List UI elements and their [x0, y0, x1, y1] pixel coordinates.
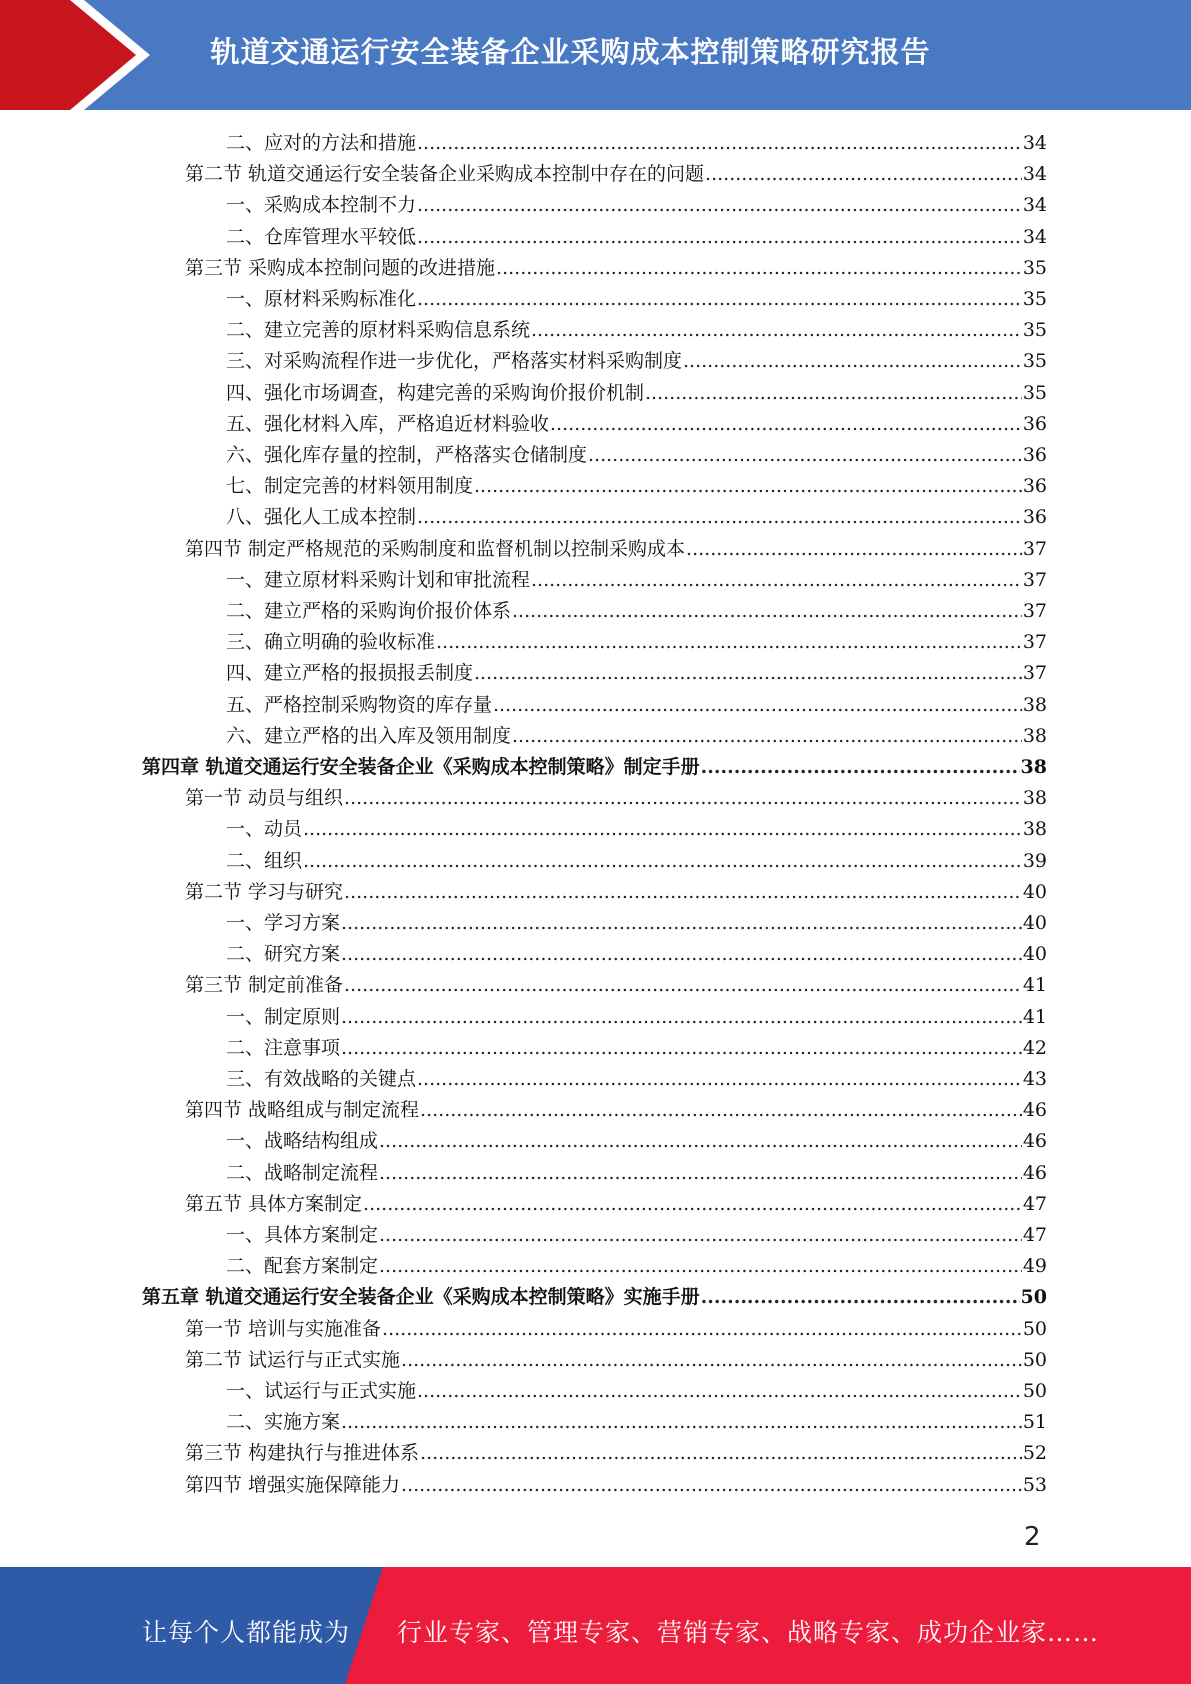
toc-leader-dots	[531, 565, 1022, 596]
toc-entry-title: 一、制定原则	[226, 1005, 341, 1028]
toc-leader-dots	[417, 1064, 1022, 1095]
toc-entry-title: 二、研究方案	[226, 943, 341, 966]
toc-leader-dots	[379, 1126, 1022, 1157]
toc-entry-page: 36	[1022, 475, 1047, 498]
footer-banner	[0, 1567, 1191, 1684]
toc-entry-title: 第四节 战略组成与制定流程	[185, 1099, 420, 1122]
toc-entry[interactable]	[226, 846, 1047, 877]
toc-entry-title: 四、建立严格的报损报丢制度	[226, 662, 474, 685]
toc-entry-page: 38	[1022, 693, 1047, 716]
toc-entry-title: 第三节 制定前准备	[185, 974, 344, 997]
toc-entry-page: 46	[1022, 1161, 1047, 1184]
toc-entry[interactable]	[226, 596, 1047, 627]
toc-leader-dots	[303, 846, 1022, 877]
toc-entry-title: 二、仓库管理水平较低	[226, 225, 417, 248]
toc-entry[interactable]	[185, 1470, 1047, 1501]
toc-leader-dots	[341, 939, 1022, 970]
toc-entry[interactable]	[226, 409, 1047, 440]
toc-entry[interactable]	[185, 970, 1047, 1001]
toc-leader-dots	[683, 346, 1022, 377]
toc-entry[interactable]	[226, 440, 1047, 471]
toc-entry-title: 一、采购成本控制不力	[226, 194, 417, 217]
toc-entry-page: 37	[1022, 568, 1047, 591]
toc-leader-dots	[379, 1158, 1022, 1189]
toc-entry-title: 二、建立严格的采购询价报价体系	[226, 600, 512, 622]
toc-entry-title: 第五节 具体方案制定	[185, 1192, 363, 1215]
toc-leader-dots	[417, 502, 1022, 533]
toc-leader-dots	[417, 284, 1022, 315]
toc-leader-dots	[401, 1345, 1022, 1376]
toc-leader-dots	[496, 253, 1022, 284]
toc-entry-title: 第五章 轨道交通运行安全装备企业《采购成本控制策略》实施手册	[142, 1286, 700, 1309]
toc-entry-page: 41	[1022, 1005, 1047, 1028]
toc-entry-title: 一、学习方案	[226, 912, 341, 934]
toc-leader-dots	[420, 1438, 1022, 1469]
toc-entry-page: 34	[1022, 225, 1047, 248]
toc-entry-page: 47	[1022, 1192, 1047, 1215]
toc-leader-dots	[550, 409, 1022, 440]
toc-entry-title: 三、确立明确的验收标准	[226, 631, 436, 654]
toc-entry[interactable]	[226, 1251, 1047, 1282]
toc-entry-title: 四、强化市场调查，构建完善的采购询价报价机制	[226, 381, 645, 404]
toc-leader-dots	[686, 534, 1022, 565]
toc-entry[interactable]	[185, 1314, 1047, 1345]
toc-entry-page: 46	[1022, 1130, 1047, 1153]
toc-entry-page: 35	[1022, 288, 1047, 310]
toc-leader-dots	[512, 721, 1022, 752]
toc-entry-title: 二、配套方案制定	[226, 1255, 379, 1278]
toc-entry[interactable]	[142, 1282, 1047, 1313]
toc-entry-title: 第三节 构建执行与推进体系	[185, 1442, 420, 1465]
toc-leader-dots	[417, 1376, 1022, 1407]
toc-entry-title: 五、严格控制采购物资的库存量	[226, 693, 493, 716]
toc-entry[interactable]	[226, 1002, 1047, 1033]
toc-entry[interactable]	[226, 908, 1047, 939]
toc-entry-title: 第四节 制定严格规范的采购制度和监督机制以控制采购成本	[185, 537, 686, 560]
toc-leader-dots	[341, 908, 1022, 939]
toc-entry[interactable]	[185, 783, 1047, 814]
toc-leader-dots	[379, 1251, 1022, 1282]
toc-entry-title: 一、原材料采购标准化	[226, 288, 417, 310]
toc-entry-page: 42	[1022, 1036, 1047, 1059]
toc-entry[interactable]	[185, 1345, 1047, 1376]
toc-entry-title: 二、建立完善的原材料采购信息系统	[226, 319, 531, 342]
toc-leader-dots	[344, 877, 1022, 908]
toc-entry-page: 50	[1022, 1317, 1047, 1340]
toc-leader-dots	[401, 1470, 1022, 1501]
toc-entry[interactable]	[226, 346, 1047, 377]
toc-entry[interactable]	[226, 315, 1047, 346]
toc-entry[interactable]	[226, 627, 1047, 658]
toc-leader-dots	[341, 1002, 1022, 1033]
toc-entry-title: 一、战略结构组成	[226, 1130, 379, 1153]
toc-leader-dots	[341, 1033, 1022, 1064]
toc-entry-title: 二、组织	[226, 849, 303, 872]
toc-entry-page: 36	[1022, 506, 1047, 529]
toc-entry-title: 二、实施方案	[226, 1411, 341, 1434]
toc-entry[interactable]	[226, 378, 1047, 409]
toc-leader-dots	[493, 690, 1022, 721]
toc-entry-page: 37	[1022, 662, 1047, 685]
header-banner	[0, 0, 1191, 110]
toc-entry-page: 52	[1022, 1442, 1047, 1465]
toc-entry-page: 46	[1022, 1099, 1047, 1122]
toc-entry[interactable]	[226, 939, 1047, 970]
toc-leader-dots	[474, 471, 1022, 502]
toc-entry-page: 53	[1022, 1473, 1047, 1496]
toc-entry-title: 第四节 增强实施保障能力	[185, 1473, 401, 1496]
toc-entry-title: 第一节 培训与实施准备	[185, 1317, 382, 1340]
toc-entry-page: 40	[1022, 912, 1047, 934]
toc-entry[interactable]	[226, 128, 1047, 159]
toc-entry-title: 八、强化人工成本控制	[226, 506, 417, 529]
toc-entry-title: 六、建立严格的出入库及领用制度	[226, 724, 512, 747]
toc-leader-dots	[417, 190, 1022, 221]
toc-leader-dots	[303, 814, 1022, 845]
toc-entry[interactable]	[226, 690, 1047, 721]
footer-slogan-right: 行业专家、管理专家、营销专家、战略专家、成功企业家……	[397, 1618, 1100, 1647]
toc-entry[interactable]	[226, 1158, 1047, 1189]
toc-leader-dots	[379, 1220, 1022, 1251]
toc-entry[interactable]	[226, 658, 1047, 689]
footer-slogan-left: 让每个人都能成为	[142, 1618, 351, 1647]
toc-entry[interactable]	[226, 1407, 1047, 1438]
toc-leader-dots	[645, 378, 1022, 409]
toc-entry-title: 一、试运行与正式实施	[226, 1380, 417, 1402]
toc-entry-page: 40	[1022, 943, 1047, 966]
toc-leader-dots	[474, 658, 1022, 689]
toc-entry-title: 第一节 动员与组织	[185, 787, 344, 810]
toc-entry-page: 38	[1022, 818, 1047, 841]
toc-entry[interactable]	[142, 752, 1047, 783]
toc-entry[interactable]	[185, 877, 1047, 908]
toc-entry[interactable]	[226, 284, 1047, 315]
toc-leader-dots	[701, 752, 1020, 783]
toc-entry-page: 34	[1022, 132, 1047, 154]
toc-entry-page: 36	[1022, 444, 1047, 466]
toc-entry-title: 第二节 学习与研究	[185, 880, 344, 903]
toc-entry[interactable]	[185, 1189, 1047, 1220]
toc-entry-page: 41	[1022, 974, 1047, 997]
toc-leader-dots	[341, 1407, 1022, 1438]
toc-entry-page: 37	[1022, 631, 1047, 654]
toc-leader-dots	[417, 222, 1022, 253]
toc-leader-dots	[363, 1189, 1022, 1220]
toc-entry[interactable]	[226, 222, 1047, 253]
toc-entry-title: 六、强化库存量的控制，严格落实仓储制度	[226, 444, 588, 466]
toc-entry-page: 51	[1022, 1411, 1047, 1434]
document-title: 轨道交通运行安全装备企业采购成本控制策略研究报告	[210, 35, 931, 69]
toc-leader-dots	[420, 1095, 1022, 1126]
toc-leader-dots	[382, 1314, 1022, 1345]
toc-entry-page: 34	[1022, 194, 1047, 217]
toc-entry[interactable]	[185, 1438, 1047, 1469]
toc-entry-page: 36	[1022, 412, 1047, 435]
toc-entry-page: 35	[1022, 256, 1047, 279]
toc-entry[interactable]	[226, 1126, 1047, 1157]
toc-entry-title: 一、建立原材料采购计划和审批流程	[226, 568, 531, 591]
toc-entry[interactable]	[226, 1033, 1047, 1064]
toc-entry-page: 37	[1022, 537, 1047, 560]
toc-entry-title: 第三节 采购成本控制问题的改进措施	[185, 256, 496, 279]
toc-entry-page: 47	[1022, 1224, 1047, 1246]
toc-entry[interactable]	[185, 534, 1047, 565]
toc-entry[interactable]	[185, 253, 1047, 284]
toc-entry[interactable]	[226, 565, 1047, 596]
toc-entry-title: 一、动员	[226, 818, 303, 841]
toc-entry-title: 三、有效战略的关键点	[226, 1068, 417, 1090]
toc-leader-dots	[417, 128, 1022, 159]
toc-entry[interactable]	[226, 721, 1047, 752]
toc-entry-title: 三、对采购流程作进一步优化，严格落实材料采购制度	[226, 350, 683, 373]
toc-entry[interactable]	[226, 814, 1047, 845]
toc-entry-page: 49	[1022, 1255, 1047, 1278]
toc-entry-page: 38	[1022, 787, 1047, 810]
toc-entry-title: 第四章 轨道交通运行安全装备企业《采购成本控制策略》制定手册	[142, 756, 700, 778]
toc-entry-page: 35	[1022, 350, 1047, 373]
toc-entry[interactable]	[226, 190, 1047, 221]
toc-entry-title: 七、制定完善的材料领用制度	[226, 475, 474, 498]
toc-leader-dots	[701, 1282, 1020, 1313]
toc-leader-dots	[512, 596, 1022, 627]
toc-entry-title: 第二节 轨道交通运行安全装备企业采购成本控制中存在的问题	[185, 163, 705, 186]
toc-entry[interactable]	[185, 159, 1047, 190]
toc-entry-page: 43	[1022, 1068, 1047, 1090]
toc-entry[interactable]	[185, 1095, 1047, 1126]
toc-entry-page: 50	[1022, 1348, 1047, 1371]
toc-entry-title: 第二节 试运行与正式实施	[185, 1348, 401, 1371]
toc-entry-title: 五、强化材料入库，严格追近材料验收	[226, 412, 550, 435]
toc-leader-dots	[705, 159, 1022, 190]
toc-entry-page: 35	[1022, 319, 1047, 342]
toc-entry-page: 34	[1022, 163, 1047, 186]
header-chevron-icon	[0, 0, 150, 110]
toc-entry[interactable]	[226, 502, 1047, 533]
toc-leader-dots	[531, 315, 1022, 346]
toc-entry-page: 37	[1022, 600, 1047, 622]
toc-entry-title: 二、注意事项	[226, 1036, 341, 1059]
toc-entry-page: 50	[1020, 1286, 1047, 1309]
toc-entry[interactable]	[226, 471, 1047, 502]
toc-entry-title: 二、应对的方法和措施	[226, 132, 417, 154]
toc-leader-dots	[344, 783, 1022, 814]
toc-leader-dots	[344, 970, 1022, 1001]
toc-entry-page: 50	[1022, 1380, 1047, 1402]
toc-entry-title: 一、具体方案制定	[226, 1224, 379, 1246]
toc-entry[interactable]	[226, 1064, 1047, 1095]
toc-leader-dots	[436, 627, 1022, 658]
toc-entry-page: 39	[1022, 849, 1047, 872]
toc-entry-page: 38	[1022, 724, 1047, 747]
toc-entry-title: 二、战略制定流程	[226, 1161, 379, 1184]
toc-entry-page: 38	[1020, 756, 1047, 778]
page-number: 2	[1024, 1522, 1041, 1552]
toc-entry-page: 35	[1022, 381, 1047, 404]
toc-entry-page: 40	[1022, 880, 1047, 903]
toc-entry[interactable]	[226, 1376, 1047, 1407]
toc-entry[interactable]	[226, 1220, 1047, 1251]
toc-leader-dots	[588, 440, 1022, 471]
